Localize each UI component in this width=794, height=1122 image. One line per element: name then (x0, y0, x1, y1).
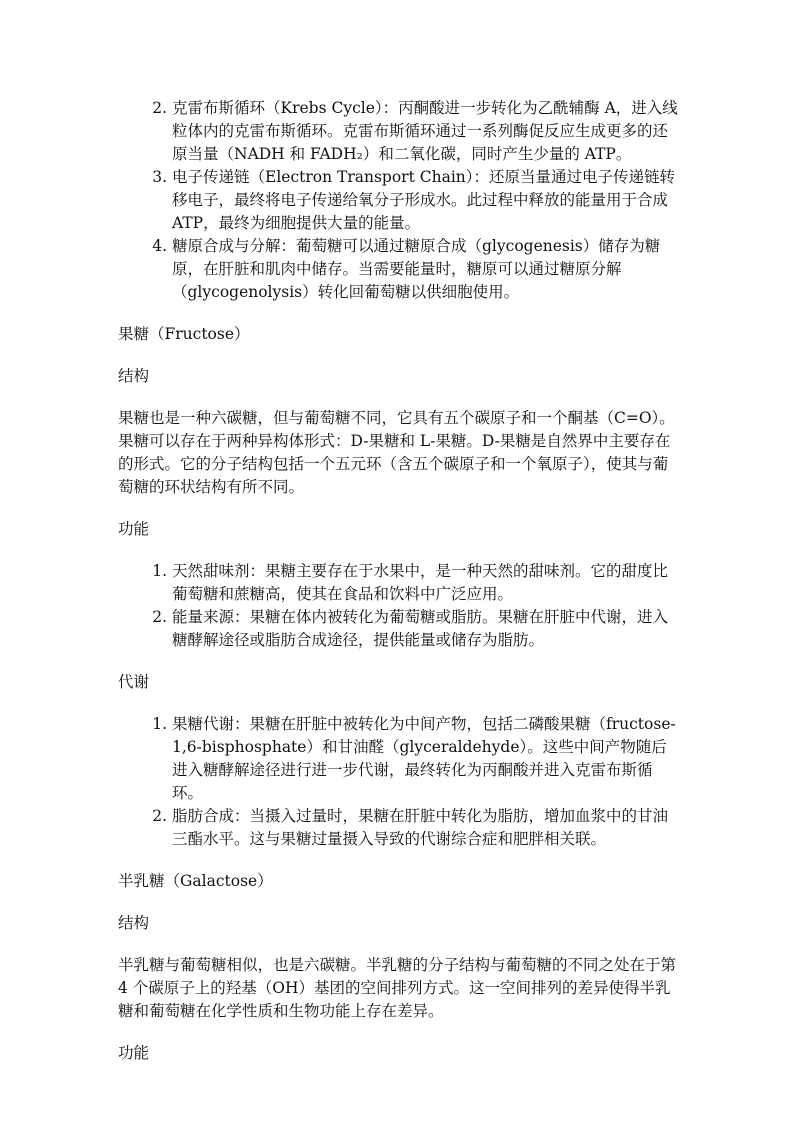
list-item: 1. 天然甜味剂：果糖主要存在于水果中，是一种天然的甜味剂。它的甜度比葡萄糖和蔗糖高，使其在食品和饮料中广泛应用。 (172, 560, 678, 606)
list-item: 4. 糖原合成与分解：葡萄糖可以通过糖原合成（glycogenesis）储存为糖原，在肝脏和肌肉中储存。当需要能量时，糖原可以通过糖原分解（glycogenolysis）转化回葡萄糖以供细胞使用。 (172, 235, 678, 304)
list-item: 3. 电子传递链（Electron Transport Chain）：还原当量通过电子传递链转移电子，最终将电子传递给氧分子形成水。此过程中释放的能量用于合成 ATP，最终为细胞提供大量的能量。 (172, 166, 678, 235)
list-item: 2. 克雷布斯循环（Krebs Cycle）：丙酮酸进一步转化为乙酰辅酶 A，进入线粒体内的克雷布斯循环。克雷布斯循环通过一系列酶促反应生成更多的还原当量（NADH 和 FADH₂）和二氧化碳，同时产生少量的 ATP。 (172, 97, 678, 166)
fructose-metabolism-heading: 代谢 (118, 673, 150, 691)
list-item: 1. 果糖代谢：果糖在肝脏中被转化为中间产物，包括二磷酸果糖（fructose-1,6-bisphosphate）和甘油醛（glyceraldehyde）。这些中间产物随后进入糖酵解途径进行进一步代谢，最终转化为丙酮酸并进入克雷布斯循环。 (172, 713, 678, 805)
glucose-metabolism-list (118, 97, 678, 304)
fructose-function-list (118, 560, 678, 652)
document-content (118, 97, 678, 1065)
list-item: 2. 脂肪合成：当摄入过量时，果糖在肝脏中转化为脂肪，增加血浆中的甘油三酯水平。这与果糖过量摄入导致的代谢综合症和肥胖相关联。 (172, 805, 678, 851)
galactose-structure-heading: 结构 (118, 914, 150, 932)
galactose-function-heading: 功能 (118, 1044, 150, 1062)
fructose-structure-text: 果糖也是一种六碳糖，但与葡萄糖不同，它具有五个碳原子和一个酮基（C=O）。果糖可以存在于两种异构体形式：D-果糖和 L-果糖。D-果糖是自然界中主要存在的形式。它的分子结构包括一个五元环（含五个碳原子和一个氧原子），使其与葡萄糖的环状结构有所不同。 (118, 409, 675, 496)
galactose-structure-text: 半乳糖与葡萄糖相似，也是六碳糖。半乳糖的分子结构与葡萄糖的不同之处在于第 4 个碳原子上的羟基（OH）基团的空间排列方式。这一空间排列的差异使得半乳糖和葡萄糖在化学性质和生物功能上存在差异。 (118, 956, 677, 1020)
fructose-title: 果糖（Fructose） (118, 325, 250, 343)
fructose-function-heading: 功能 (118, 520, 150, 538)
fructose-metabolism-list (118, 713, 678, 851)
fructose-structure-heading: 结构 (118, 367, 150, 385)
list-item: 2. 能量来源：果糖在体内被转化为葡萄糖或脂肪。果糖在肝脏中代谢，进入糖酵解途径或脂肪合成途径，提供能量或储存为脂肪。 (172, 606, 678, 652)
galactose-title: 半乳糖（Galactose） (118, 872, 273, 890)
